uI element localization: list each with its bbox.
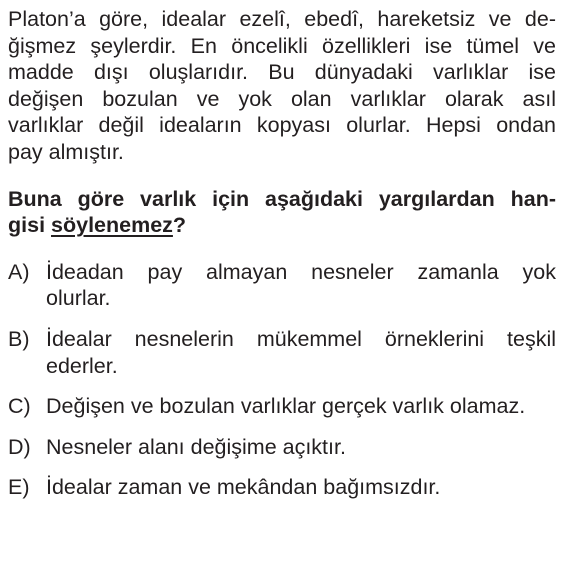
question-line: Buna göre varlık için aşağıdaki yargılardan han- [8,186,556,211]
question-line [8,212,556,239]
option-letter: A) [8,259,30,284]
passage-line: Platon’a göre, idealar ezelî, ebedî, hareketsiz ve de- [8,7,556,31]
question-stem [8,186,556,239]
option-line: İdealar zaman ve mekândan bağımsızdır. [46,475,441,500]
option-line: Değişen ve bozulan varlıklar gerçek varlık olamaz. [46,394,526,419]
passage-line: ğişmez şeylerdir. En öncelikli özellikleri ise tümel ve [8,33,556,58]
passage-line: değişen bozulan ve yok olan varlıklar olarak asıl [8,86,556,111]
option-letter: D) [8,434,31,459]
option-text [46,474,556,501]
option-a[interactable] [8,259,556,312]
option-line: İdealar nesnelerin mükemmel örneklerini teşkil [46,326,556,351]
option-text [46,259,556,312]
question-keyword: söylenemez [51,213,173,238]
question-mark: ? [172,213,187,238]
option-letter: C) [8,394,31,419]
question-text: gisi [8,213,52,238]
passage-line: madde dışı oluşlarıdır. Bu dünyadaki varlıklar ise [8,60,556,85]
question-page [8,0,556,515]
passage-text [8,0,556,166]
option-letter: B) [8,326,30,351]
option-line: İdeadan pay almayan nesneler zamanla yok [46,259,556,284]
option-line: Nesneler alanı değişime açıktır. [46,434,346,459]
option-c[interactable] [8,393,556,420]
option-line: ederler. [46,353,118,378]
option-text [46,326,556,379]
option-line: olurlar. [46,286,111,311]
option-text [46,434,556,461]
answer-options [8,259,556,501]
passage-line: pay almıştır. [8,139,124,164]
option-b[interactable] [8,326,556,379]
option-text [46,393,556,420]
option-d[interactable] [8,434,556,461]
option-e[interactable] [8,474,556,501]
option-letter: E) [8,475,30,500]
passage-line: varlıklar değil ideaların kopyası olurlar. Hepsi ondan [8,113,556,138]
